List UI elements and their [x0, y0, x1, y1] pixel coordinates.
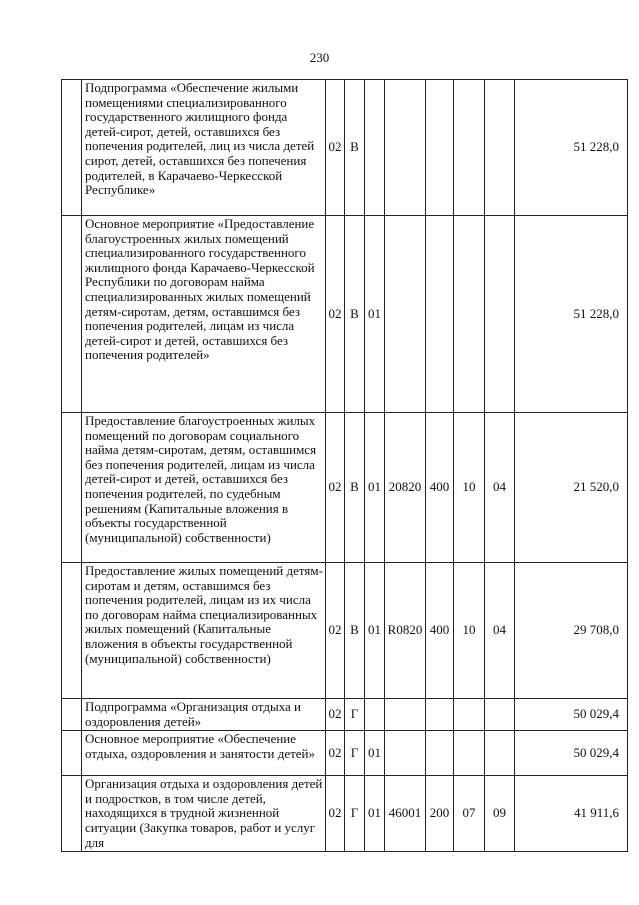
code-cell-c7: 04 [485, 413, 515, 563]
amount-cell: 50 029,4 [515, 699, 628, 731]
code-cell-c7 [485, 80, 515, 216]
code-cell-c4 [385, 731, 426, 776]
code-cell-c4 [385, 216, 426, 413]
row-name: Предоставление благоустроенных жилых помещений по договорам социального найма детям-сиротам, детям, оставшимся без попечения родителей, лицам из числа детей-сирот и детей, оставшихся без попечения родителей, по судебным решениям (Капитальные вложения в объекты государственной (муниципальной) собственности) [82, 413, 326, 563]
code-cell-c6 [454, 216, 485, 413]
row-name: Подпрограмма «Организация отдыха и оздоровления детей» [82, 699, 326, 731]
blank-cell [62, 413, 82, 563]
code-cell-c1: 02 [326, 413, 345, 563]
code-cell-c7: 04 [485, 563, 515, 699]
table-row [62, 699, 628, 731]
blank-cell [62, 731, 82, 776]
blank-cell [62, 80, 82, 216]
page-number: 230 [309, 50, 330, 65]
blank-cell [62, 563, 82, 699]
code-cell-c7 [485, 699, 515, 731]
row-name: Подпрограмма «Обеспечение жилыми помещениями специализированного государственного жилищного фонда детей-сирот, детей, оставшихся без попечения родителей, лиц из числа детей сирот, детей, оставшихся без попечения родителей, в Карачаево-Черкесской Республике» [82, 80, 326, 216]
row-name: Основное мероприятие «Обеспечение отдыха, оздоровления и занятости детей» [82, 731, 326, 776]
code-cell-c2: В [345, 563, 365, 699]
table-row [62, 80, 628, 216]
code-cell-c1: 02 [326, 731, 345, 776]
code-cell-c2: Г [345, 731, 365, 776]
code-cell-c1: 02 [326, 80, 345, 216]
code-cell-c4 [385, 699, 426, 731]
code-cell-c3: 01 [365, 413, 385, 563]
row-name: Предоставление жилых помещений детям-сиротам и детям, оставшимся без попечения родителей, лицам из их числа по договорам найма специализированных жилых помещений (Капитальные вложения в объекты государственной (муниципальной) собственности) [82, 563, 326, 699]
code-cell-c3: 01 [365, 563, 385, 699]
code-cell-c3 [365, 80, 385, 216]
code-cell-c5 [426, 699, 454, 731]
code-cell-c3: 01 [365, 216, 385, 413]
code-cell-c4: 46001 [385, 776, 426, 852]
code-cell-c7: 09 [485, 776, 515, 852]
code-cell-c3 [365, 699, 385, 731]
amount-cell: 29 708,0 [515, 563, 628, 699]
amount-cell: 41 911,6 [515, 776, 628, 852]
table-row [62, 731, 628, 776]
amount-cell: 50 029,4 [515, 731, 628, 776]
table-row [62, 413, 628, 563]
table-row [62, 216, 628, 413]
code-cell-c5 [426, 80, 454, 216]
code-cell-c2: В [345, 216, 365, 413]
row-name: Организация отдыха и оздоровления детей и подростков, в том числе детей, находящихся в трудной жизненной ситуации (Закупка товаров, работ и услуг для [82, 776, 326, 852]
code-cell-c6: 10 [454, 413, 485, 563]
amount-cell: 51 228,0 [515, 216, 628, 413]
code-cell-c5: 400 [426, 563, 454, 699]
code-cell-c1: 02 [326, 563, 345, 699]
code-cell-c4: 20820 [385, 413, 426, 563]
code-cell-c6 [454, 699, 485, 731]
code-cell-c3: 01 [365, 776, 385, 852]
code-cell-c5: 400 [426, 413, 454, 563]
code-cell-c6: 10 [454, 563, 485, 699]
table-row [62, 776, 628, 852]
blank-cell [62, 699, 82, 731]
code-cell-c7 [485, 216, 515, 413]
code-cell-c1: 02 [326, 699, 345, 731]
code-cell-c1: 02 [326, 776, 345, 852]
code-cell-c5 [426, 216, 454, 413]
code-cell-c3: 01 [365, 731, 385, 776]
code-cell-c2: Г [345, 776, 365, 852]
code-cell-c2: Г [345, 699, 365, 731]
code-cell-c4 [385, 80, 426, 216]
code-cell-c7 [485, 731, 515, 776]
code-cell-c5 [426, 731, 454, 776]
row-name: Основное мероприятие «Предоставление благоустроенных жилых помещений специализированного государственного жилищного фонда Карачаево-Черкесской Республики по договорам найма специализированных жилых помещений детям-сиротам, детям, оставшимся без попечения родителей, лицам из числа детей-сирот и детей, оставшихся без попечения родителей» [82, 216, 326, 413]
code-cell-c2: В [345, 413, 365, 563]
budget-table [61, 79, 628, 852]
amount-cell: 21 520,0 [515, 413, 628, 563]
code-cell-c6 [454, 80, 485, 216]
code-cell-c2: В [345, 80, 365, 216]
code-cell-c6: 07 [454, 776, 485, 852]
code-cell-c4: R0820 [385, 563, 426, 699]
amount-cell: 51 228,0 [515, 80, 628, 216]
blank-cell [62, 776, 82, 852]
code-cell-c6 [454, 731, 485, 776]
code-cell-c1: 02 [326, 216, 345, 413]
blank-cell [62, 216, 82, 413]
table-row [62, 563, 628, 699]
code-cell-c5: 200 [426, 776, 454, 852]
